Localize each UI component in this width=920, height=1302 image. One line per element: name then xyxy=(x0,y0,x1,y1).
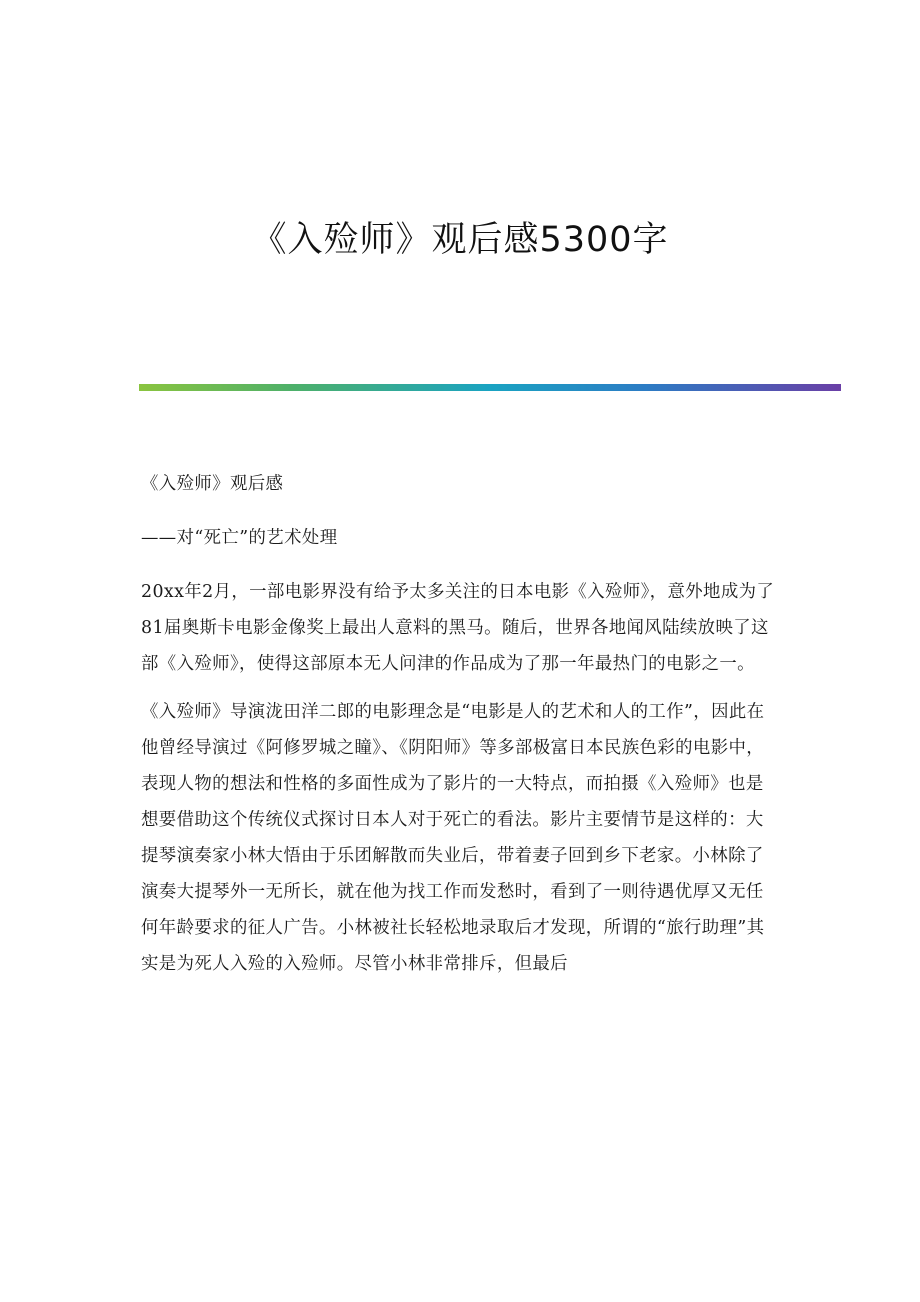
paragraph-1: 20xx年2月，一部电影界没有给予太多关注的日本电影《入殓师》，意外地成为了81届奥斯卡电影金像奖上最出人意料的黑马。随后，世界各地闻风陆续放映了这部《入殓师》，使得这部原本无人问津的作品成为了那一年最热门的电影之一。 xyxy=(141,582,775,674)
article-subheading: ——对“死亡”的艺术处理 xyxy=(141,528,338,548)
paragraph-2: 《入殓师》导演泷田洋二郎的电影理念是“电影是人的艺术和人的工作”，因此在他曾经导演过《阿修罗城之瞳》、《阴阳师》等多部极富日本民族色彩的电影中，表现人物的想法和性格的多面性成为了影片的一大特点，而拍摄《入殓师》也是想要借助这个传统仪式探讨日本人对于死亡的看法。影片主要情节是这样的：大提琴演奏家小林大悟由于乐团解散而失业后，带着妻子回到乡下老家。小林除了演奏大提琴外一无所长，就在他为找工作而发愁时，看到了一则待遇优厚又无任何年龄要求的征人广告。小林被社长轻松地录取后才发现，所谓的“旅行助理”其实是为死人入殓的入殓师。尽管小林非常排斥，但最后 xyxy=(141,702,765,974)
page-title: 《入殓师》观后感5300字 xyxy=(251,220,669,260)
article-heading: 《入殓师》观后感 xyxy=(141,474,284,494)
gradient-divider xyxy=(139,384,841,391)
article-body xyxy=(141,466,781,994)
